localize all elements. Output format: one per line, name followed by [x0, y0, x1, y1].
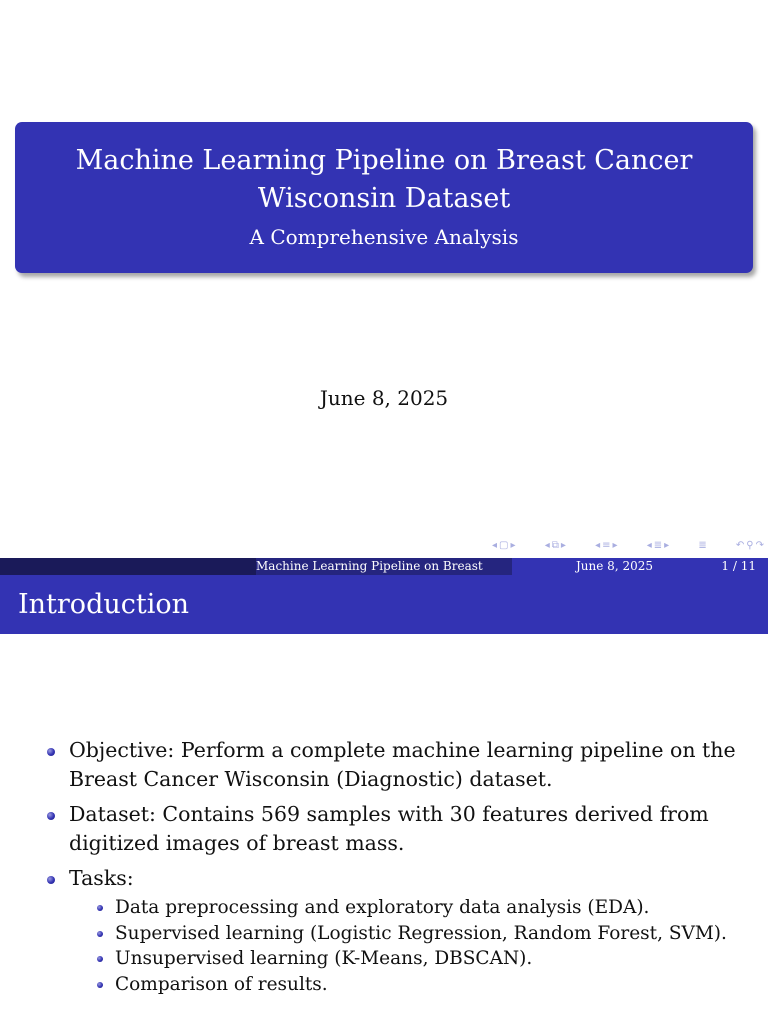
slide-content	[0, 736, 768, 1003]
arrow-left-icon[interactable]: ◂	[544, 540, 550, 551]
frame-title-bar	[0, 575, 768, 634]
title-line-2: Wisconsin Dataset	[257, 183, 511, 214]
footer-page-number: 1 / 11	[721, 559, 756, 573]
footer-info-cell	[512, 558, 768, 575]
presentation-title	[45, 142, 723, 218]
frame-title: Introduction	[18, 589, 189, 620]
section-nav	[647, 540, 669, 552]
arrow-right-icon[interactable]: ▸	[560, 540, 566, 551]
sub-bullet-list	[69, 895, 738, 997]
list-item	[0, 736, 768, 794]
sub-list-item	[69, 921, 738, 947]
sub-bullet-text: Supervised learning (Logistic Regression, Random Forest, SVM).	[115, 922, 727, 944]
section-icon[interactable]: ≣	[653, 540, 663, 551]
subsection-icon[interactable]: ≡	[602, 540, 611, 551]
arrow-right-icon[interactable]: ▸	[664, 540, 670, 551]
footer-title-cell	[256, 558, 512, 575]
redo-icon[interactable]: ↷	[755, 540, 764, 551]
bullet-text: Tasks:	[69, 866, 134, 890]
frame-icon[interactable]: ▢	[499, 540, 509, 551]
undo-icon[interactable]: ↶	[735, 540, 745, 551]
sub-list-item	[69, 972, 738, 998]
sub-bullet-text: Comparison of results.	[115, 973, 328, 995]
list-item	[0, 800, 768, 858]
footer-title: Machine Learning Pipeline on Breast	[256, 559, 483, 573]
presentation-date: June 8, 2025	[319, 386, 449, 410]
arrow-right-icon[interactable]: ▸	[510, 540, 516, 551]
arrow-left-icon[interactable]: ◂	[595, 540, 601, 551]
slides-icon[interactable]: ⧉	[551, 540, 559, 551]
sub-list-item	[69, 946, 738, 972]
introduction-slide	[0, 558, 768, 1024]
title-line-1: Machine Learning Pipeline on Breast Cancer	[75, 145, 693, 176]
footer-author-cell	[0, 558, 256, 575]
subsection-nav	[595, 540, 617, 552]
title-block	[15, 122, 753, 273]
bullet-text: Objective: Perform a complete machine learning pipeline on the Breast Cancer Wisconsin (Diagnostic) dataset.	[69, 738, 736, 791]
search-icon[interactable]: ⚲	[746, 540, 754, 551]
beamer-navigation-symbols	[492, 539, 764, 553]
slide-footer	[0, 558, 768, 575]
sub-bullet-text: Unsupervised learning (K-Means, DBSCAN).	[115, 948, 533, 969]
sub-bullet-text: Data preprocessing and exploratory data analysis (EDA).	[115, 897, 650, 918]
document-nav	[698, 540, 706, 552]
footer-date: June 8, 2025	[576, 559, 653, 573]
presentation-subtitle: A Comprehensive Analysis	[249, 225, 519, 249]
arrow-left-icon[interactable]: ◂	[492, 540, 498, 551]
slide-nav	[545, 540, 566, 552]
search-nav	[736, 540, 764, 552]
frame-nav	[492, 540, 516, 552]
align-icon[interactable]: ≣	[698, 540, 707, 551]
list-item	[0, 864, 768, 997]
bullet-text: Dataset: Contains 569 samples with 30 features derived from digitized images of breast mass.	[69, 802, 709, 855]
sub-list-item	[69, 895, 738, 921]
bullet-list	[0, 736, 768, 997]
arrow-right-icon[interactable]: ▸	[612, 540, 618, 551]
arrow-left-icon[interactable]: ◂	[646, 540, 652, 551]
